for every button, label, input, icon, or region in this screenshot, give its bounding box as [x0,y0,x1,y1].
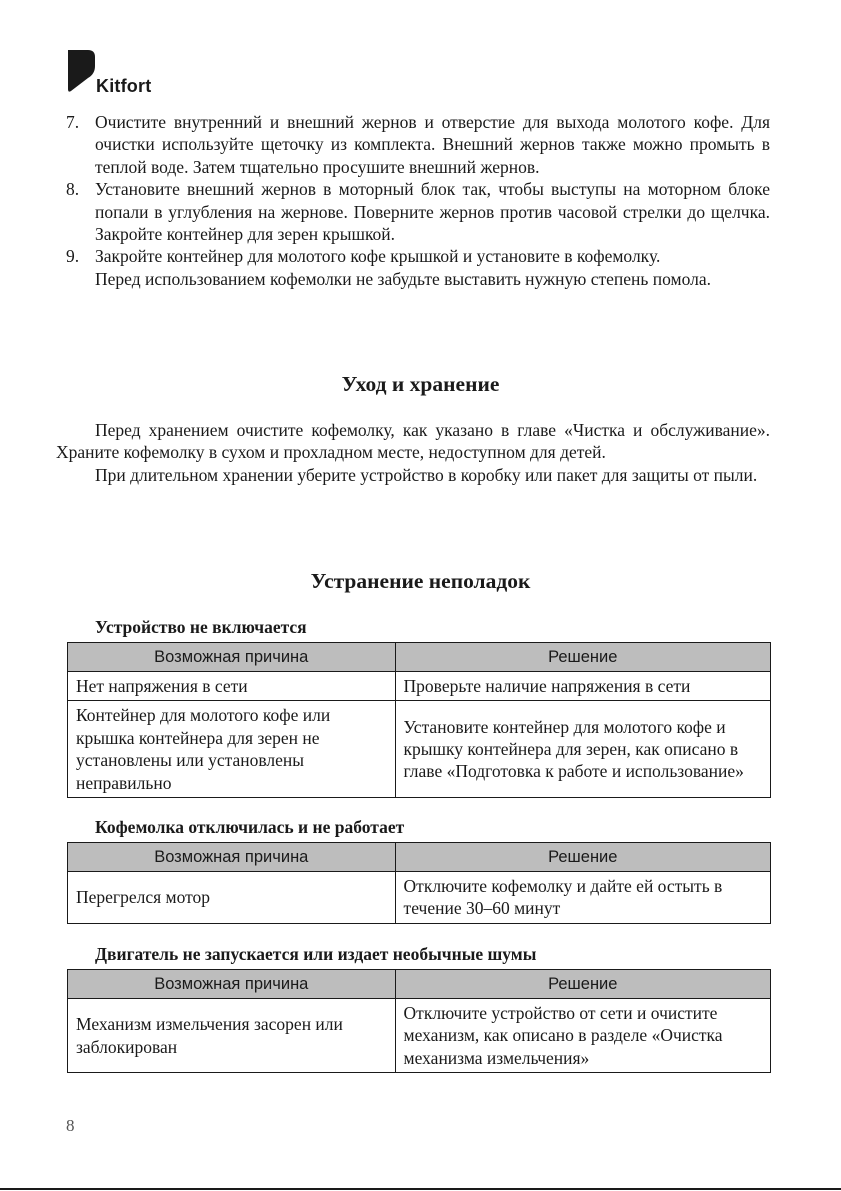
kitfort-logo-icon [68,50,95,95]
step-text: Очистите внутренний и внешний жернов и отверстие для выхода молотого кофе. Для очистки используйте щеточку из комплекта. Внешний жернов также можно промыть в теплой воде. Затем тщательно просушите внешний жернов. [95,112,770,177]
list-item [66,268,770,290]
care-paragraph-2: При длительном хранении уберите устройство в коробку или пакет для защиты от пыли. [95,465,758,485]
list-item [66,178,770,245]
cause-cell: Контейнер для молотого кофе или крышка контейнера для зерен не установлены или установлены неправильно [68,701,396,798]
solution-cell: Установите контейнер для молотого кофе и крышку контейнера для зерен, как описано в главе «Подготовка к работе и использование» [395,701,770,798]
column-header-cause: Возможная причина [68,643,396,672]
brand-name: Kitfort [96,76,152,96]
troubleshooting-table-stopped [67,842,771,924]
column-header-cause: Возможная причина [68,970,396,999]
table-row [68,999,771,1073]
step-number: 8. [66,179,80,200]
column-header-solution: Решение [395,643,770,672]
solution-cell: Отключите устройство от сети и очистите механизм, как описано в разделе «Очистка механизма измельчения» [395,999,770,1073]
troubleshooting-title: Устранение неполадок [310,569,531,593]
step-text: Установите внешний жернов в моторный блок так, чтобы выступы на моторном блоке попали в углубления на жернове. Поверните жернов против часовой стрелки до щелчка. Закройте контейнер для зерен крышкой. [95,179,770,245]
cause-cell: Перегрелся мотор [68,872,396,924]
page-number: 8 [66,1116,75,1135]
table-header-row [68,643,771,672]
troubleshooting-table-no-power [67,642,771,798]
brand-logo [68,50,168,100]
steps-list [66,111,770,290]
care-title: Уход и хранение [341,372,500,396]
step-text: Закройте контейнер для молотого кофе крышкой и установите в кофемолку. [95,246,661,267]
column-header-solution: Решение [395,843,770,872]
section-title-no-power: Устройство не включается [95,617,307,637]
step-text: Перед использованием кофемолки не забудьте выставить нужную степень помола. [95,268,712,289]
list-item [66,245,770,267]
step-number: 9. [66,246,80,267]
section-title-motor-noise: Двигатель не запускается или издает необычные шумы [95,944,537,964]
solution-cell: Отключите кофемолку и дайте ей остыть в течение 30–60 минут [395,872,770,924]
column-header-cause: Возможная причина [68,843,396,872]
cause-cell: Механизм измельчения засорен или заблокирован [68,999,396,1073]
column-header-solution: Решение [395,970,770,999]
care-paragraph-1: Перед хранением очистите кофемолку, как указано в главе «Чистка и обслуживание». Храните кофемолку в сухом и прохладном месте, недоступном для детей. [56,420,770,463]
table-header-row [68,970,771,999]
table-row [68,872,771,924]
table-row [68,672,771,701]
page-bottom-rule [0,1188,841,1190]
table-row [68,701,771,798]
table-header-row [68,843,771,872]
troubleshooting-table-motor-noise [67,969,771,1073]
step-number: 7. [66,112,80,132]
cause-cell: Нет напряжения в сети [68,672,396,701]
solution-cell: Проверьте наличие напряжения в сети [395,672,770,701]
list-item [66,111,770,178]
section-title-stopped: Кофемолка отключилась и не работает [95,817,405,837]
